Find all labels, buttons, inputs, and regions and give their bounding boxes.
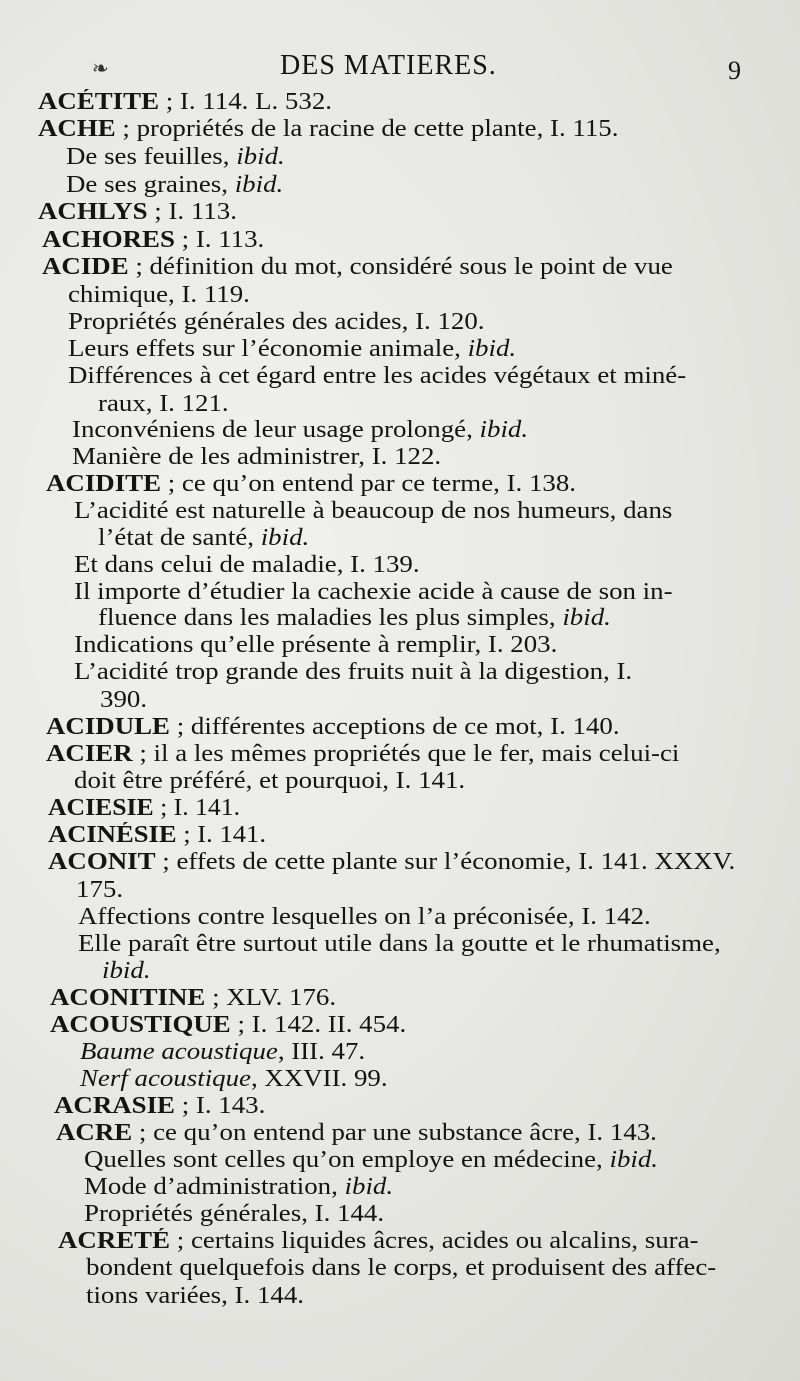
index-text: 175.: [76, 877, 124, 903]
index-line: [48, 848, 735, 876]
index-headword: ACIDITE: [46, 471, 162, 497]
index-text: Il importe d’étudier la cachexie acide à cause de son in-: [74, 579, 673, 605]
index-text: raux, I. 121.: [98, 391, 229, 417]
index-text: ; ce qu’on entend par ce terme, I. 138.: [161, 471, 577, 497]
index-italic-text: ibid.: [236, 144, 285, 170]
index-line: [42, 253, 673, 281]
page-number: 9: [728, 56, 741, 85]
index-line: [72, 416, 528, 444]
index-text: ; définition du mot, considéré sous le point de vue: [128, 254, 673, 280]
index-italic-text: ibid.: [479, 417, 529, 443]
index-headword: ACONIT: [48, 849, 156, 875]
index-line: [50, 1011, 406, 1039]
index-text: Et dans celui de maladie, I. 139.: [74, 552, 420, 578]
index-text: Différences à cet égard entre les acides végétaux et miné-: [68, 363, 687, 389]
index-line: [50, 984, 336, 1012]
index-line: [72, 443, 441, 471]
index-line: [66, 171, 283, 199]
index-line: [38, 115, 618, 143]
index-text: ; XLV. 176.: [205, 985, 337, 1011]
index-headword: ACÉTITE: [38, 89, 160, 115]
index-line: [66, 143, 285, 171]
index-text: ; I. 141.: [153, 795, 241, 821]
index-italic-text: ibid.: [260, 525, 310, 551]
index-line: [46, 470, 576, 498]
index-headword: ACOUSTIQUE: [50, 1012, 231, 1038]
index-headword: ACIDE: [42, 254, 129, 280]
index-italic-text: ibid.: [467, 336, 517, 362]
index-line: [48, 821, 266, 849]
index-line: [46, 740, 679, 768]
index-italic-text: Baume acoustique: [80, 1039, 278, 1065]
index-text: ; propriétés de la racine de cette plante, I. 115.: [115, 116, 619, 142]
index-text: ; effets de cette plante sur l’économie, I. 141. XXXV.: [155, 849, 736, 875]
index-text: Leurs effets sur l’économie animale,: [68, 336, 468, 362]
index-headword: ACIESIE: [48, 795, 154, 821]
index-line: [74, 551, 420, 579]
index-line: [68, 281, 250, 309]
index-line: [56, 1119, 657, 1147]
index-line: [98, 524, 309, 552]
index-line: [78, 930, 721, 958]
index-text: ; I. 114. L. 532.: [159, 89, 332, 115]
index-line: [54, 1092, 265, 1120]
index-headword: ACONITINE: [50, 985, 206, 1011]
index-text: Elle paraît être surtout utile dans la goutte et le rhumatisme,: [78, 931, 721, 957]
index-line: [46, 713, 620, 741]
index-line: [74, 578, 673, 606]
index-italic-text: ibid.: [344, 1174, 394, 1200]
index-text: Propriétés générales des acides, I. 120.: [68, 309, 485, 335]
index-italic-text: ibid.: [562, 605, 611, 631]
index-text: ; I. 143.: [174, 1093, 266, 1119]
index-text: ; différentes acceptions de ce mot, I. 140.: [169, 714, 620, 740]
index-headword: ACRASIE: [54, 1093, 175, 1119]
index-line: [74, 658, 632, 686]
index-text: doit être préféré, et pourquoi, I. 141.: [74, 768, 466, 794]
index-text: ; il a les mêmes propriétés que le fer, mais celui-ci: [132, 741, 680, 767]
index-line: [68, 335, 516, 363]
index-text: , XXVII. 99.: [250, 1066, 388, 1092]
index-text: ; ce qu’on entend par une substance âcre, I. 143.: [132, 1120, 657, 1146]
index-line: [76, 876, 123, 904]
index-italic-text: ibid.: [102, 958, 151, 984]
index-text: Propriétés générales, I. 144.: [84, 1201, 385, 1227]
index-line: [78, 903, 651, 931]
index-text: ; certains liquides âcres, acides ou alcalins, sura-: [170, 1228, 699, 1254]
index-text: Indications qu’elle présente à remplir, I. 203.: [74, 632, 558, 658]
index-italic-text: ibid.: [609, 1147, 659, 1173]
index-text: Inconvéniens de leur usage prolongé,: [72, 417, 480, 443]
index-text: chimique, I. 119.: [68, 282, 250, 308]
index-line: [86, 1254, 716, 1282]
index-line: [58, 1227, 698, 1255]
index-text: tions variées, I. 144.: [86, 1283, 304, 1309]
index-line: [84, 1200, 384, 1228]
index-text: 390.: [100, 687, 148, 713]
index-text: De ses feuilles,: [66, 144, 237, 170]
index-line: [74, 767, 465, 795]
index-headword: ACINÉSIE: [48, 822, 177, 848]
index-headword: ACIER: [46, 741, 133, 767]
index-line: [80, 1065, 388, 1093]
index-text: , III. 47.: [277, 1039, 366, 1065]
index-text: Quelles sont celles qu’on employe en médecine,: [84, 1147, 610, 1173]
index-line: [48, 794, 240, 822]
index-italic-text: ibid.: [234, 172, 284, 198]
index-text: l’état de santé,: [98, 525, 261, 551]
index-line: [86, 1282, 304, 1310]
index-italic-text: Nerf acoustique: [80, 1066, 251, 1092]
index-text: bondent quelquefois dans le corps, et produisent des affec-: [86, 1255, 717, 1281]
index-headword: ACHE: [38, 116, 116, 142]
index-text: ; I. 141.: [176, 822, 267, 848]
index-text: Mode d’administration,: [84, 1174, 345, 1200]
index-line: [74, 497, 672, 525]
running-head: DES MATIERES.: [280, 50, 497, 81]
index-headword: ACIDULE: [46, 714, 170, 740]
index-line: [42, 226, 264, 254]
index-text: Affections contre lesquelles on l’a préconisée, I. 142.: [78, 904, 651, 930]
index-text: fluence dans les maladies les plus simples,: [98, 605, 563, 631]
index-line: [102, 957, 151, 985]
index-headword: ACRETÉ: [58, 1228, 171, 1254]
index-line: [80, 1038, 365, 1066]
index-headword: ACHORES: [42, 227, 175, 253]
index-line: [68, 362, 686, 390]
index-text: Manière de les administrer, I. 122.: [72, 444, 442, 470]
index-line: [84, 1146, 658, 1174]
index-text: De ses graines,: [66, 172, 235, 198]
index-line: [74, 631, 557, 659]
index-headword: ACRE: [56, 1120, 133, 1146]
index-line: [38, 88, 332, 116]
index-line: [68, 308, 485, 336]
ornament-mark: ❧: [92, 58, 109, 80]
index-text: L’acidité trop grande des fruits nuit à la digestion, I.: [74, 659, 633, 685]
index-line: [98, 604, 611, 632]
index-line: [84, 1173, 393, 1201]
index-headword: ACHLYS: [38, 199, 148, 225]
index-text: L’acidité est naturelle à beaucoup de nos humeurs, dans: [74, 498, 673, 524]
index-line: [98, 390, 229, 418]
index-text: ; I. 113.: [147, 199, 237, 225]
index-line: [38, 198, 237, 226]
index-text: ; I. 142. II. 454.: [230, 1012, 407, 1038]
index-text: ; I. 113.: [174, 227, 265, 253]
index-line: [100, 686, 147, 714]
